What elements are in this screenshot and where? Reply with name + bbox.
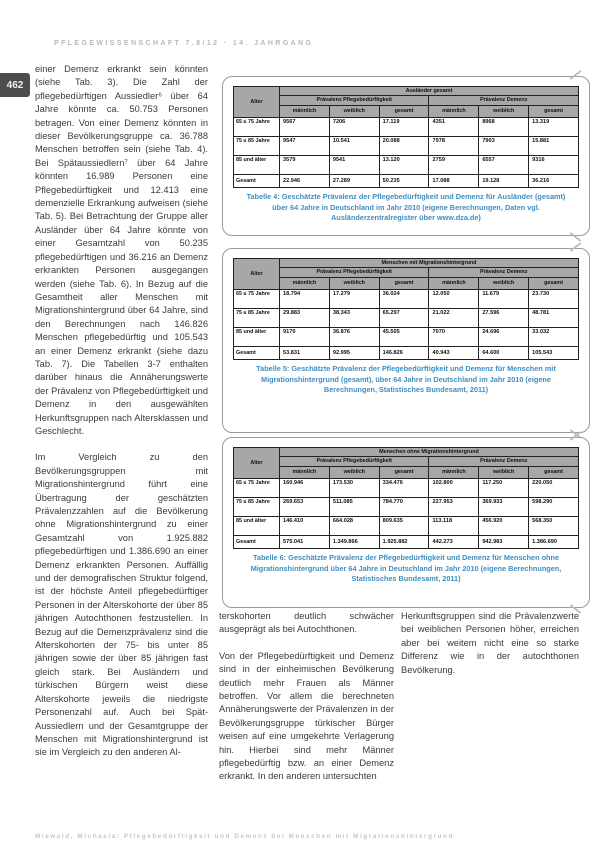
group-header-row xyxy=(234,457,579,466)
group-header-cell: Prävalenz Demenz xyxy=(429,96,579,105)
value-cell: 442.273 xyxy=(429,535,479,548)
table-6-caption: Tabelle 6: Geschätzte Prävalenz der Pflegebedürftigkeit und Demenz für Menschen ohne Migrationshintergrund über 64 Jahre in Deutschland im Jahr 2010 (eigene Berechnungen, Statistisches Bundesamt, 2011) xyxy=(250,552,562,584)
table-6-prevalence-ohne-migrationshintergrund xyxy=(233,447,579,549)
value-cell: 11.679 xyxy=(479,289,529,308)
sub-header-cell: männlich xyxy=(280,105,330,117)
value-cell: 4351 xyxy=(429,117,479,136)
table-title-row xyxy=(234,448,579,457)
value-cell: 45.505 xyxy=(379,327,429,346)
table-title-row xyxy=(234,87,579,96)
row-label-cell: 75 ≤ 85 Jahre xyxy=(234,308,280,327)
value-cell: 664.028 xyxy=(329,516,379,535)
group-header-row xyxy=(234,268,579,277)
value-cell: 1.386.690 xyxy=(529,535,579,548)
group-header-cell: Prävalenz Demenz xyxy=(429,268,579,277)
value-cell: 15.881 xyxy=(529,136,579,155)
table-6-box xyxy=(222,437,590,608)
value-cell: 24.696 xyxy=(479,327,529,346)
value-cell: 10.541 xyxy=(329,136,379,155)
value-cell: 575.041 xyxy=(280,535,330,548)
group-header-cell: Prävalenz Pflegebedürftigkeit xyxy=(280,268,429,277)
value-cell: 17.088 xyxy=(429,174,479,187)
sub-header-cell: gesamt xyxy=(529,277,579,289)
value-cell: 13.319 xyxy=(529,117,579,136)
table-row xyxy=(234,289,579,308)
body-paragraph: Von der Pflegebedürftigkeit und Demenz sind in der einheimischen Bevölkerung deutlich mehr Frauen als Männer betroffen. Vor allem die berechneten Annäherungswerte der Prävalenzen in der Bevölkerungsgruppe türkischer Bürger weisen auf eine umgekehrte Verlagerung hin. Hierbei sind mehr Männer pflegebedürftig bzw. an einer Demenz erkrankt. In den anderen untersuchten xyxy=(219,650,394,782)
age-column-header: Alter xyxy=(234,448,280,479)
value-cell: 23.730 xyxy=(529,289,579,308)
sub-header-cell: weiblich xyxy=(329,105,379,117)
table-4-caption: Tabelle 4: Geschätzte Prävalenz der Pflegebedürftigkeit und Demenz für Ausländer (gesamt) über 64 Jahre in Deutschland im Jahr 2010 (eigene Berechnungen, Daten vgl. Ausländerzentralregister über www.dza.de) xyxy=(246,191,566,223)
page-number-badge: 462 xyxy=(0,73,30,97)
sub-header-cell: gesamt xyxy=(529,105,579,117)
table-row xyxy=(234,497,579,516)
value-cell: 7070 xyxy=(429,327,479,346)
value-cell: 269.653 xyxy=(280,497,330,516)
value-cell: 1.349.866 xyxy=(329,535,379,548)
table-row xyxy=(234,346,579,359)
value-cell: 146.410 xyxy=(280,516,330,535)
sub-header-cell: weiblich xyxy=(479,105,529,117)
value-cell: 29.883 xyxy=(280,308,330,327)
value-cell: 7903 xyxy=(479,136,529,155)
row-label-cell: Gesamt xyxy=(234,174,280,187)
sub-header-cell: gesamt xyxy=(379,105,429,117)
value-cell: 369.933 xyxy=(479,497,529,516)
value-cell: 38.343 xyxy=(329,308,379,327)
value-cell: 102.800 xyxy=(429,478,479,497)
value-cell: 7978 xyxy=(429,136,479,155)
value-cell: 173.530 xyxy=(329,478,379,497)
value-cell: 13.120 xyxy=(379,155,429,174)
sub-header-row xyxy=(234,105,579,117)
value-cell: 17.119 xyxy=(379,117,429,136)
row-label-cell: 65 ≤ 75 Jahre xyxy=(234,478,280,497)
value-cell: 12.050 xyxy=(429,289,479,308)
value-cell: 146.826 xyxy=(379,346,429,359)
value-cell: 18.794 xyxy=(280,289,330,308)
table-4-prevalence-auslaender xyxy=(233,86,579,188)
value-cell: 784.770 xyxy=(379,497,429,516)
value-cell: 9170 xyxy=(280,327,330,346)
table-title-row xyxy=(234,259,579,268)
sub-header-cell: weiblich xyxy=(479,277,529,289)
sub-header-row xyxy=(234,277,579,289)
sub-header-cell: gesamt xyxy=(379,277,429,289)
table-row xyxy=(234,327,579,346)
value-cell: 3579 xyxy=(280,155,330,174)
value-cell: 6557 xyxy=(479,155,529,174)
age-column-header: Alter xyxy=(234,87,280,118)
group-title-cell: Menschen mit Migrationshintergrund xyxy=(280,259,579,268)
value-cell: 227.953 xyxy=(429,497,479,516)
table-5-box xyxy=(222,248,590,433)
table-row xyxy=(234,155,579,174)
value-cell: 36.216 xyxy=(529,174,579,187)
value-cell: 21.022 xyxy=(429,308,479,327)
text-column-right xyxy=(401,610,579,690)
sub-header-cell: weiblich xyxy=(329,466,379,478)
value-cell: 64.600 xyxy=(479,346,529,359)
sub-header-cell: männlich xyxy=(280,277,330,289)
row-label-cell: 85 und älter xyxy=(234,155,280,174)
body-paragraph: einer Demenz erkrankt sein könnten (siehe Tab. 3). Die Zahl der pflegebedürftigen Aussiedler⁶ über 64 Jahre könnte ca. 50.753 Personen betragen. Von einer Demenz könnten in dieser Bevölkerungsgruppe ca. 36.788 Menschen betroffen sein (siehe Tab. 4). Bei Spätaussiedlern⁷ über 64 Jahre könnten 16.989 Personen eine Pflegebedürftigkeit und 12.413 eine demenzielle Erkrankung aufweisen (siehe Tab. 5). Bei Betrachtung der Gruppe aller Ausländer über 64 Jahre könnte von einer Gesamtzahl von 50.235 pflegebedürftigen und 36.216 an Demenz erkrankten Personen ausgegangen werden (siehe Tab. 6). In Bezug auf die Gesamtheit aller Menschen mit Migrationshintergrund über 64 Jahre, sind den Berechnungen nach 146.826 Menschen pflegebedürftig und 105.543 an einer Demenz erkrankt (siehe dazu Tab. 7). Die Tabellen 3-7 enthalten darüber hinaus die Annäherungswerte der Prävalenz von Pflegebedürftigkeit und Demenz in den ausgewählten Herkunftsgruppen nach Altersklassen und Geschlecht. xyxy=(35,64,208,436)
sub-header-cell: männlich xyxy=(429,466,479,478)
value-cell: 9567 xyxy=(280,117,330,136)
group-title-cell: Ausländer gesamt xyxy=(280,87,579,96)
row-label-cell: Gesamt xyxy=(234,346,280,359)
value-cell: 9541 xyxy=(329,155,379,174)
table-row xyxy=(234,174,579,187)
value-cell: 598.290 xyxy=(529,497,579,516)
table-4-box xyxy=(222,76,590,236)
value-cell: 92.995 xyxy=(329,346,379,359)
table-row xyxy=(234,117,579,136)
sub-header-row xyxy=(234,466,579,478)
value-cell: 9547 xyxy=(280,136,330,155)
value-cell: 36.876 xyxy=(329,327,379,346)
table-row xyxy=(234,478,579,497)
group-header-cell: Prävalenz Demenz xyxy=(429,457,579,466)
value-cell: 65.297 xyxy=(379,308,429,327)
age-column-header: Alter xyxy=(234,259,280,290)
group-title-cell: Menschen ohne Migrationshintergrund xyxy=(280,448,579,457)
sub-header-cell: männlich xyxy=(280,466,330,478)
value-cell: 22.946 xyxy=(280,174,330,187)
table-5-prevalence-migrationshintergrund xyxy=(233,258,579,360)
value-cell: 33.032 xyxy=(529,327,579,346)
table-row xyxy=(234,516,579,535)
value-cell: 48.781 xyxy=(529,308,579,327)
table-row xyxy=(234,308,579,327)
value-cell: 456.920 xyxy=(479,516,529,535)
text-column-middle xyxy=(219,610,394,797)
value-cell: 160.946 xyxy=(280,478,330,497)
table-row xyxy=(234,136,579,155)
table-row xyxy=(234,535,579,548)
table-5-caption: Tabelle 5: Geschätzte Prävalenz der Pflegebedürftigkeit und Demenz für Menschen mit Migrationshintergrund (gesamt), über 64 Jahre in Deutschland im Jahr 2010 (eigene Berechnungen, Statistisches Bundesamt, 2011) xyxy=(256,363,556,395)
group-header-cell: Prävalenz Pflegebedürftigkeit xyxy=(280,96,429,105)
row-label-cell: 75 ≤ 85 Jahre xyxy=(234,136,280,155)
row-label-cell: 75 ≤ 85 Jahre xyxy=(234,497,280,516)
value-cell: 511.085 xyxy=(329,497,379,516)
sub-header-cell: männlich xyxy=(429,277,479,289)
value-cell: 809.635 xyxy=(379,516,429,535)
value-cell: 117.250 xyxy=(479,478,529,497)
value-cell: 113.118 xyxy=(429,516,479,535)
value-cell: 20.088 xyxy=(379,136,429,155)
value-cell: 1.925.882 xyxy=(379,535,429,548)
journal-header: PFLEGEWISSENSCHAFT 7.8/12 · 14. JAHRGANG xyxy=(54,40,314,47)
body-paragraph: Herkunftsgruppen sind die Prävalenzwerte bei weiblichen Personen höher, erreichen aber bei weitem nicht eine so starke Differenz wie in der autochthonen Bevölkerung. xyxy=(401,611,579,675)
row-label-cell: 85 und älter xyxy=(234,516,280,535)
running-footer: Miewald, Michaela: Pflegebedürftigkeit und Demenz bei Menschen mit Migrationshintergrund xyxy=(35,833,454,840)
sub-header-cell: gesamt xyxy=(529,466,579,478)
value-cell: 53.831 xyxy=(280,346,330,359)
value-cell: 105.543 xyxy=(529,346,579,359)
value-cell: 17.279 xyxy=(329,289,379,308)
value-cell: 7206 xyxy=(329,117,379,136)
value-cell: 942.983 xyxy=(479,535,529,548)
value-cell: 50.235 xyxy=(379,174,429,187)
row-label-cell: 85 und älter xyxy=(234,327,280,346)
value-cell: 36.024 xyxy=(379,289,429,308)
value-cell: 2759 xyxy=(429,155,479,174)
value-cell: 568.350 xyxy=(529,516,579,535)
text-column-left xyxy=(35,63,208,773)
sub-header-cell: männlich xyxy=(429,105,479,117)
value-cell: 27.596 xyxy=(479,308,529,327)
body-paragraph: Im Vergleich zu den Bevölkerungsgruppen mit Migrationshintergrund führt eine Übertragung der geschätzten Prävalenzzahlen auf die Bevölkerung ohne Migrationshintergrund zu einer Gesamtzahl von 1.925.882 pflegebedürftigen und 1.386.690 an einer Demenz erkrankten Personen. Auffällig und der demografischen Struktur folgend, ist der höchste Anteil pflegebedürftiger Personen in der Alterskohorte der über 85 jährigen Autochthonen festzustellen. In Bezug auf die Demenzprävalenz sind die Alterskohorten der 75- bis unter 85 jährigen sowie der über 85 jährigen fast gleich stark. Bei Ausländern und türkischen Bürgern weist diese Alterskohorte jeweils die niedrigste Personenzahl auf. Auch bei Spät-Aussiedlern und der Gesamtgruppe der Menschen mit Migrationshintergrund ist sie im Vergleich zu den anderen Al- xyxy=(35,452,208,758)
value-cell: 8968 xyxy=(479,117,529,136)
value-cell: 40.943 xyxy=(429,346,479,359)
row-label-cell: 65 ≤ 75 Jahre xyxy=(234,289,280,308)
body-paragraph: terskohorten deutlich schwächer ausgeprägt als bei Autochthonen. xyxy=(219,611,394,635)
group-header-cell: Prävalenz Pflegebedürftigkeit xyxy=(280,457,429,466)
value-cell: 9316 xyxy=(529,155,579,174)
value-cell: 334.476 xyxy=(379,478,429,497)
value-cell: 27.289 xyxy=(329,174,379,187)
value-cell: 19.128 xyxy=(479,174,529,187)
group-header-row xyxy=(234,96,579,105)
sub-header-cell: gesamt xyxy=(379,466,429,478)
value-cell: 220.050 xyxy=(529,478,579,497)
row-label-cell: Gesamt xyxy=(234,535,280,548)
sub-header-cell: weiblich xyxy=(329,277,379,289)
row-label-cell: 65 ≤ 75 Jahre xyxy=(234,117,280,136)
sub-header-cell: weiblich xyxy=(479,466,529,478)
